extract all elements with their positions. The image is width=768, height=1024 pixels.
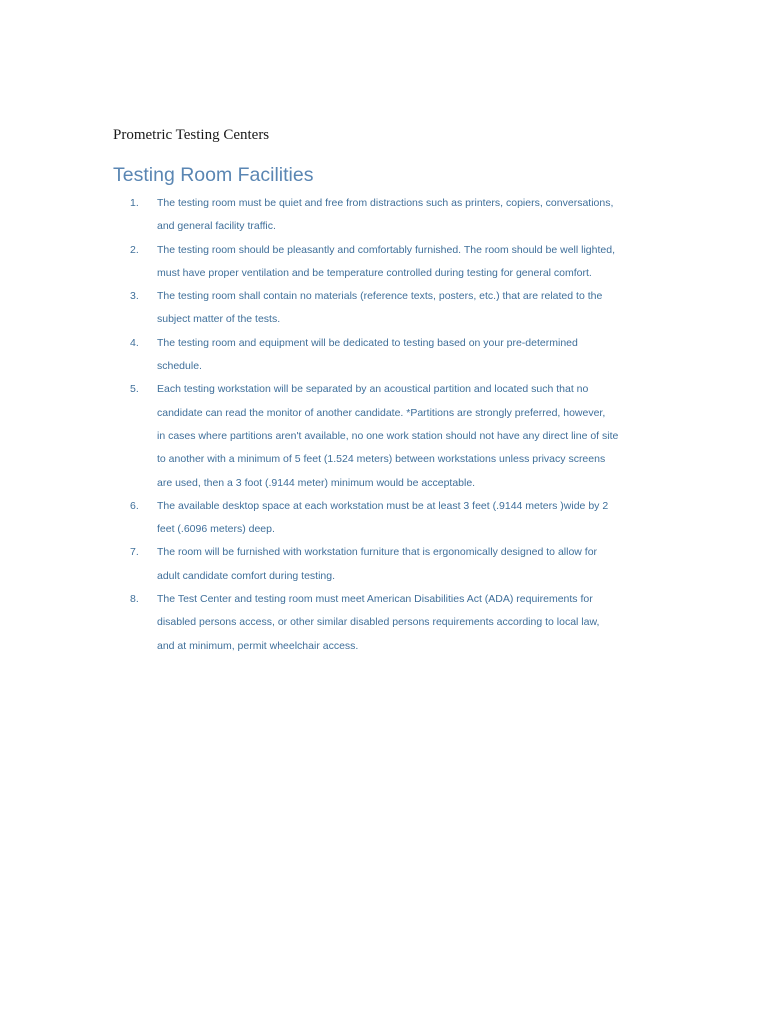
list-item-number: 6. — [130, 499, 139, 512]
list-item-text-line: feet (.6096 meters) deep. — [157, 523, 275, 536]
list-item-number: 3. — [130, 290, 139, 303]
list-item-text-line: The testing room shall contain no materials (reference texts, posters, etc.) that are related to the — [157, 290, 603, 303]
list-item — [130, 285, 670, 332]
list-item-number: 7. — [130, 546, 139, 559]
list-item-number: 4. — [130, 336, 139, 349]
list-item — [130, 541, 670, 588]
list-item-text-line: and at minimum, permit wheelchair access. — [157, 639, 359, 652]
list-item-text-line: The testing room and equipment will be dedicated to testing based on your pre-determined — [157, 336, 578, 349]
list-item-text-line: are used, then a 3 foot (.9144 meter) minimum would be acceptable. — [157, 476, 476, 489]
list-item-text-line: The available desktop space at each workstation must be at least 3 feet (.9144 meters )wide by 2 — [157, 499, 609, 512]
list-item-text-line: in cases where partitions aren't available, no one work station should not have any direct line of site — [157, 429, 619, 442]
list-item-text-line: and general facility traffic. — [157, 220, 276, 233]
list-item — [130, 378, 670, 494]
list-item-number: 8. — [130, 593, 139, 606]
list-item-number: 2. — [130, 243, 139, 256]
list-item-text-line: subject matter of the tests. — [157, 313, 281, 326]
requirements-list — [130, 192, 670, 658]
list-item-text-line: The room will be furnished with workstation furniture that is ergonomically designed to allow for — [157, 546, 598, 559]
list-item-text-line: candidate can read the monitor of another candidate. *Partitions are strongly preferred, however, — [157, 406, 606, 419]
list-item-text-line: The Test Center and testing room must meet American Disabilities Act (ADA) requirements for — [157, 593, 593, 606]
list-item-text-line: schedule. — [157, 360, 202, 373]
list-item-number: 1. — [130, 197, 139, 209]
list-item-text-line: to another with a minimum of 5 feet (1.524 meters) between workstations unless privacy screens — [157, 453, 606, 466]
list-item — [130, 588, 670, 658]
list-item — [130, 332, 670, 379]
list-item-text-line: Each testing workstation will be separated by an acoustical partition and located such that no — [157, 383, 589, 396]
list-item-text-line: The testing room must be quiet and free from distractions such as printers, copiers, conversations, — [157, 197, 614, 209]
list-item-text-line: must have proper ventilation and be temperature controlled during testing for general comfort. — [157, 266, 592, 279]
list-item — [130, 192, 670, 239]
list-item-text-line: adult candidate comfort during testing. — [157, 569, 336, 582]
list-item — [130, 239, 670, 286]
list-item-number: 5. — [130, 383, 139, 396]
section-heading: Testing Room Facilities — [113, 164, 314, 186]
list-item-text-line: disabled persons access, or other similar disabled persons requirements according to local law, — [157, 616, 600, 629]
org-title: Prometric Testing Centers — [113, 127, 270, 143]
list-item-text-line: The testing room should be pleasantly and comfortably furnished. The room should be well lighted, — [157, 243, 615, 256]
list-item — [130, 495, 670, 542]
